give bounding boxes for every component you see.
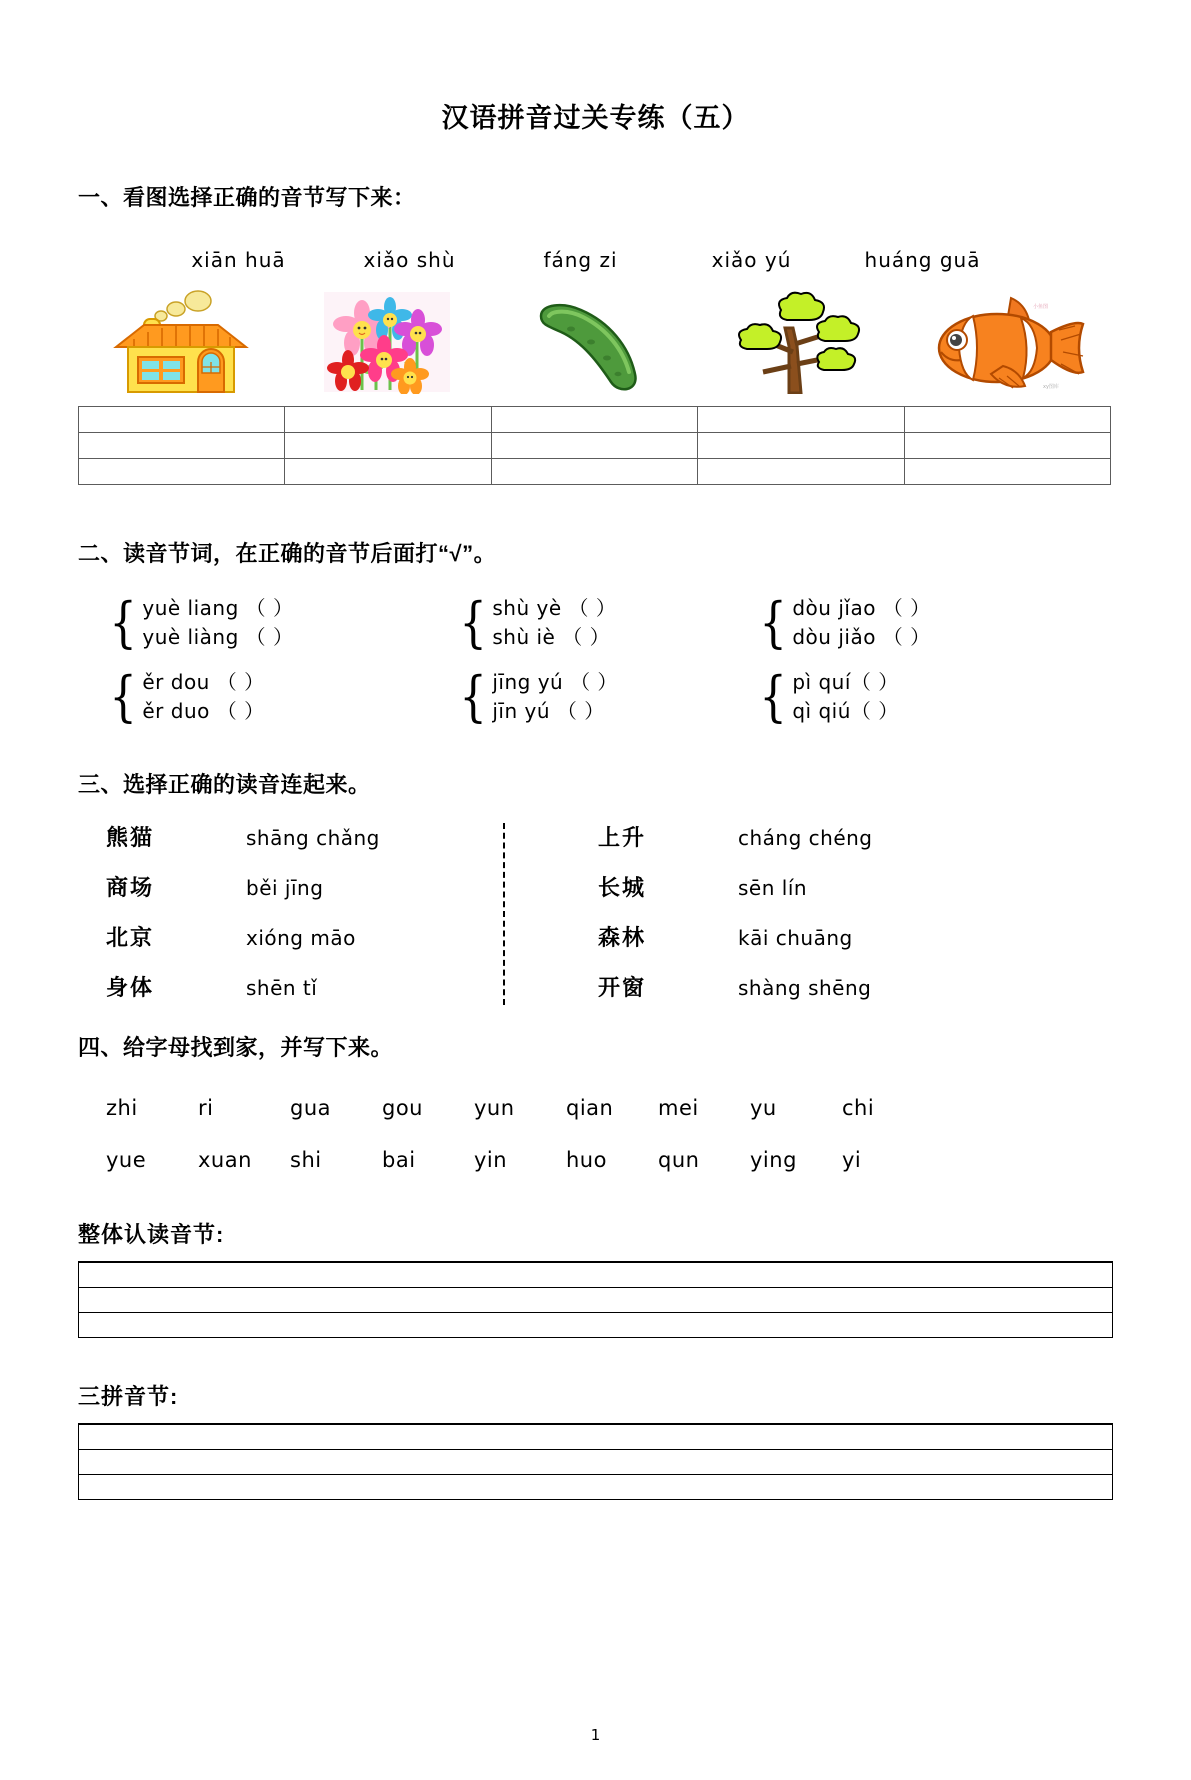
brace-group — [756, 591, 1056, 654]
answer-cell[interactable] — [285, 459, 491, 485]
match-line — [598, 821, 1018, 871]
answer-cell[interactable] — [285, 407, 491, 433]
syllable[interactable]: mei — [658, 1096, 699, 1120]
page-number: 1 — [590, 1726, 601, 1744]
match-word[interactable]: 身体 — [106, 975, 155, 1000]
brace-choice-top[interactable]: ěr dou （ ） — [142, 670, 265, 694]
answer-cell[interactable] — [79, 459, 285, 485]
worksheet-page — [0, 96, 1191, 1780]
match-column-left — [106, 821, 526, 1021]
brace-choice-top[interactable]: shù yè （ ） — [492, 596, 617, 620]
syllable[interactable]: gou — [382, 1096, 423, 1120]
write-line[interactable] — [79, 1425, 1112, 1450]
pinyin-option: xiǎo yú — [711, 248, 792, 272]
write-line[interactable] — [79, 1263, 1112, 1288]
left-brace-icon: { — [109, 591, 137, 654]
syllable[interactable]: yun — [474, 1096, 515, 1120]
answer-cell[interactable] — [79, 407, 285, 433]
syllable[interactable]: ri — [198, 1096, 214, 1120]
brace-group — [456, 591, 756, 654]
brace-row — [106, 591, 1113, 654]
left-brace-icon: { — [459, 591, 487, 654]
match-word[interactable]: 商场 — [106, 875, 155, 900]
brace-group — [106, 591, 456, 654]
brace-choice-bottom[interactable]: qì qiú（ ） — [792, 699, 899, 723]
match-word[interactable]: 森林 — [598, 925, 647, 950]
section-1-pinyin-options — [78, 248, 1113, 272]
syllable[interactable]: gua — [290, 1096, 332, 1120]
section-2-heading: 二、读音节词，在正确的音节后面打“√”。 — [78, 541, 497, 566]
brace-group — [756, 665, 1056, 728]
house-picture — [78, 286, 284, 394]
write-line[interactable] — [79, 1288, 1112, 1313]
answer-cell[interactable] — [904, 407, 1110, 433]
whole-syllable-label: 整体认读音节: — [78, 1222, 225, 1247]
section-2-brace-grid — [78, 591, 1113, 728]
match-line — [106, 871, 526, 921]
brace-group — [456, 665, 756, 728]
syllable[interactable]: zhi — [106, 1096, 138, 1120]
section-1-heading: 一、看图选择正确的音节写下来： — [78, 185, 416, 210]
answer-cell[interactable] — [904, 459, 1110, 485]
write-line[interactable] — [79, 1450, 1112, 1475]
match-pinyin[interactable]: shāng chǎng — [246, 826, 380, 850]
answer-cell[interactable] — [491, 459, 697, 485]
answer-cell[interactable] — [285, 433, 491, 459]
section-3-heading: 三、选择正确的读音连起来。 — [78, 772, 371, 797]
write-line[interactable] — [79, 1475, 1112, 1499]
syllable-row-2 — [78, 1148, 1113, 1172]
section-3-match-area — [78, 821, 1113, 1021]
brace-row — [106, 665, 1113, 728]
pinyin-option: xiǎo shù — [363, 248, 456, 272]
svg-text:小鱼图: 小鱼图 — [1033, 304, 1049, 310]
section-1-picture-row — [78, 286, 1113, 394]
syllable[interactable]: huo — [566, 1148, 607, 1172]
match-line — [106, 921, 526, 971]
brace-choice-top[interactable]: jīng yú （ ） — [492, 670, 618, 694]
syllable[interactable]: bai — [382, 1148, 416, 1172]
three-part-syllable-label: 三拼音节: — [78, 1384, 179, 1409]
match-pinyin[interactable]: kāi chuāng — [738, 926, 853, 950]
syllable[interactable]: ying — [750, 1148, 797, 1172]
pinyin-option: huáng guā — [864, 248, 981, 272]
answer-cell[interactable] — [698, 459, 904, 485]
match-pinyin[interactable]: sēn lín — [738, 876, 808, 900]
brace-choice-bottom[interactable]: yuè liàng （ ） — [142, 625, 294, 649]
left-brace-icon: { — [459, 665, 487, 728]
match-word[interactable]: 北京 — [106, 925, 155, 950]
match-line — [106, 971, 526, 1021]
brace-choice-bottom[interactable]: shù iè （ ） — [492, 625, 611, 649]
section-1-answer-table — [78, 406, 1111, 485]
syllable[interactable]: yi — [842, 1148, 862, 1172]
syllable[interactable]: chi — [842, 1096, 875, 1120]
left-brace-icon: { — [759, 665, 787, 728]
brace-choice-top[interactable]: pì quí（ ） — [792, 670, 899, 694]
three-part-syllable-write-box[interactable] — [78, 1423, 1113, 1500]
match-pinyin[interactable]: běi jīng — [246, 876, 324, 900]
match-line — [598, 921, 1018, 971]
brace-choice-bottom[interactable]: jīn yú （ ） — [492, 699, 605, 723]
pinyin-option: xiān huā — [191, 248, 286, 272]
brace-choice-bottom[interactable]: ěr duo （ ） — [142, 699, 265, 723]
table-row — [79, 459, 1111, 485]
whole-syllable-write-box[interactable] — [78, 1261, 1113, 1338]
answer-cell[interactable] — [904, 433, 1110, 459]
syllable[interactable]: qun — [658, 1148, 700, 1172]
syllable[interactable]: yin — [474, 1148, 508, 1172]
match-line — [106, 821, 526, 871]
syllable[interactable]: qian — [566, 1096, 614, 1120]
left-brace-icon: { — [759, 591, 787, 654]
section-4-heading: 四、给字母找到家，并写下来。 — [78, 1035, 394, 1060]
match-pinyin[interactable]: cháng chéng — [738, 826, 873, 850]
brace-choice-bottom[interactable]: dòu jiǎo （ ） — [792, 625, 931, 649]
write-line[interactable] — [79, 1313, 1112, 1337]
match-column-right — [526, 821, 1018, 1021]
flowers-picture — [284, 286, 490, 394]
clownfish-picture — [902, 286, 1108, 394]
page-title: 汉语拼音过关专练（五） — [441, 103, 750, 133]
answer-cell[interactable] — [698, 433, 904, 459]
match-line — [598, 871, 1018, 921]
brace-choice-top[interactable]: dòu jǐao （ ） — [792, 596, 931, 620]
match-word[interactable]: 长城 — [598, 875, 647, 900]
table-row — [79, 407, 1111, 433]
syllable[interactable]: yue — [106, 1148, 147, 1172]
pinyin-option: fáng zi — [543, 248, 618, 272]
answer-cell[interactable] — [491, 433, 697, 459]
syllable[interactable]: yu — [750, 1096, 777, 1120]
brace-choice-top[interactable]: yuè liang （ ） — [142, 596, 294, 620]
syllable-row-1 — [78, 1096, 1113, 1120]
left-brace-icon: { — [109, 665, 137, 728]
cucumber-picture — [490, 286, 696, 394]
match-word[interactable]: 熊猫 — [106, 825, 155, 850]
syllable[interactable]: xuan — [198, 1148, 252, 1172]
match-dashed-divider — [503, 823, 505, 1005]
match-word[interactable]: 开窗 — [598, 975, 647, 1000]
syllable[interactable]: shi — [290, 1148, 322, 1172]
match-pinyin[interactable]: xióng māo — [246, 926, 356, 950]
match-pinyin[interactable]: shàng shēng — [738, 976, 872, 1000]
answer-cell[interactable] — [698, 407, 904, 433]
match-pinyin[interactable]: shēn tǐ — [246, 976, 318, 1000]
match-word[interactable]: 上升 — [598, 825, 647, 850]
answer-cell[interactable] — [79, 433, 285, 459]
answer-cell[interactable] — [491, 407, 697, 433]
brace-group — [106, 665, 456, 728]
tree-picture — [696, 286, 902, 394]
table-row — [79, 433, 1111, 459]
svg-text:xy图库: xy图库 — [1043, 384, 1059, 390]
match-line — [598, 971, 1018, 1021]
